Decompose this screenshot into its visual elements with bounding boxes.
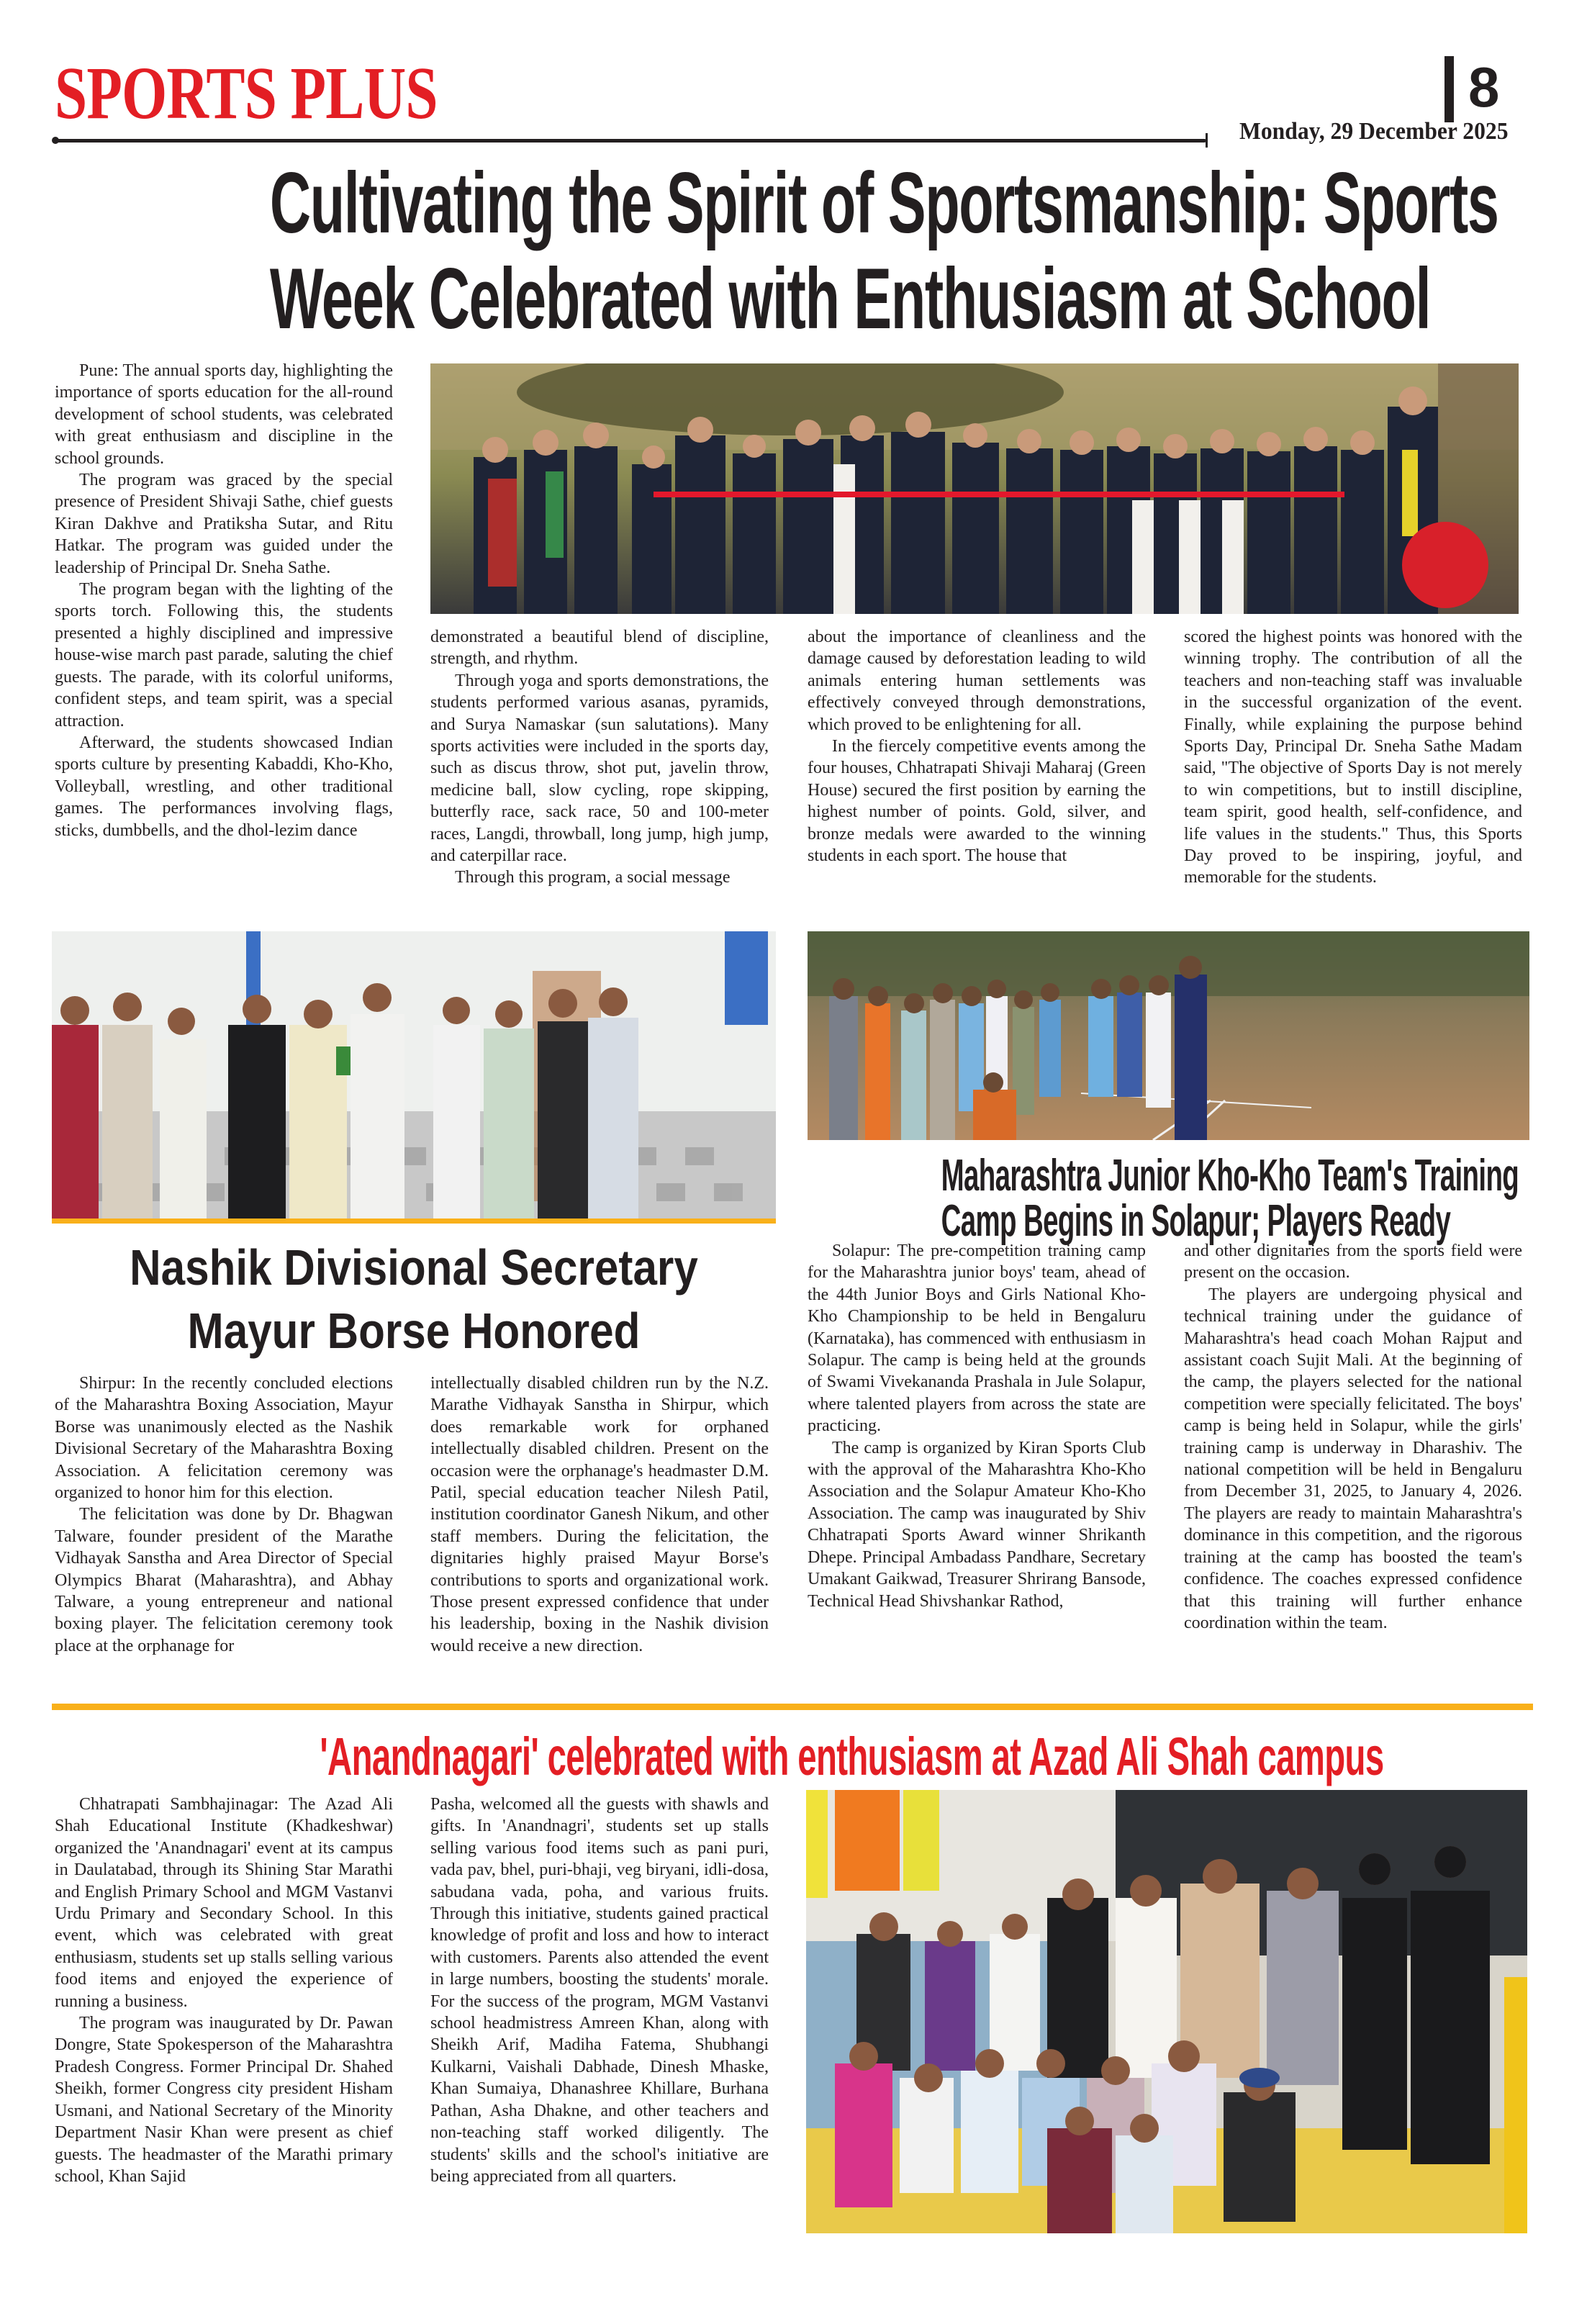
anandnagari-article-column-1 bbox=[55, 1794, 393, 2187]
paragraph: Solapur: The pre-competition training camp for the Maharashtra junior boys' team, ahead of the 44th Junior Boys and Girls National Kho-Kho Championship to be held in Bengaluru (Karnataka), has commenced with enthusiasm in Solapur. The camp is being held at the grounds of Swami Vivekananda Prashala in Jule Solapur, where talented players from across the state are practicing. bbox=[808, 1242, 1146, 1436]
main-article-column-3 bbox=[808, 626, 1146, 867]
paragraph: about the importance of cleanliness and the damage caused by deforestation leading to wild animals entering human settlements was effectively conveyed through demonstrations, which proved to be enlightening for all. bbox=[808, 628, 1146, 734]
paragraph: Pasha, welcomed all the guests with shawls and gifts. In 'Anandnagri', students set up stalls selling various food items such as pani puri, vada pav, bhel, puri-bhaji, veg biryani, idli-dosa, sabudana vada, poha, and various fruits. Through this initiative, students gained practical knowledge of profit and loss and how to interact with customers. Parents also attended the event in large numbers, boosting the students' morale. For the success of the program, MGM Vastanvi school headmistress Amreen Khan, along with Sheikh Arif, Madiha Fatema, Shubhangi Kulkarni, Vaishali Dabhade, Dinesh Mhaske, Khan Sumaiya, Dhanashree Khillare, Burhana Pathan, Asha Dhakne, and other teachers and non-teaching staff worked diligently. The students' skills and the school's initiative are being appreciated from all quarters. bbox=[430, 1795, 769, 2186]
main-headline-line2: Week Celebrated with Enthusiasm at School bbox=[269, 250, 1431, 347]
issue-date: Monday, 29 December 2025 bbox=[1239, 118, 1509, 145]
nashik-headline-line2: Mayur Borse Honored bbox=[187, 1303, 641, 1359]
page-number-bar bbox=[1444, 56, 1454, 122]
paragraph: Afterward, the students showcased Indian sports culture by presenting Kabaddi, Kho-Kho, Volleyball, wrestling, and other traditional games. The performances involving flags, sticks, dumbbells, and the dhol-lezim dance bbox=[55, 733, 393, 840]
anandnagari-headline: 'Anandnagari' celebrated with enthusiasm at Azad Ali Shah campus bbox=[320, 1727, 1384, 1786]
paragraph: The felicitation was done by Dr. Bhagwan Talware, founder president of the Marathe Vidhayak Sanstha and Area Director of Special Olympics Bharat (Maharashtra), and Abhay Talware, a young entrepreneur and national boxing player. The felicitation ceremony took place at the orphanage for bbox=[55, 1505, 393, 1655]
main-article-column-4 bbox=[1184, 626, 1522, 889]
kho-kho-article-column-1 bbox=[808, 1240, 1146, 1612]
paragraph: The players are undergoing physical and technical training under the guidance of Maharashtra's head coach Mohan Rajput and assistant coach Sujit Mali. At the beginning of the camp, the players selected for the national competition were specially felicitated. The boys' camp is being held in Solapur, while the girls' training camp is underway in Dharashiv. The national competition will be held in Bengaluru from December 31, 2025, to January 4, 2026. The players are ready to maintain Maharashtra's dominance in this competition, and the rigorous training at the camp has boosted the team's confidence. The coaches expressed confidence that this training will further enhance coordination within the team. bbox=[1184, 1285, 1522, 1632]
nashik-headline-line1: Nashik Divisional Secretary bbox=[130, 1239, 698, 1296]
paragraph: Through this program, a social message bbox=[455, 868, 731, 887]
paragraph: and other dignitaries from the sports field were present on the occasion. bbox=[1184, 1242, 1522, 1283]
kho-kho-training-photo bbox=[808, 931, 1529, 1140]
sports-day-photo-image bbox=[430, 363, 1519, 614]
felicitation-photo bbox=[52, 931, 776, 1219]
yellow-section-divider bbox=[52, 1704, 1533, 1710]
nashik-article-column-2 bbox=[430, 1373, 769, 1657]
paragraph: Through yoga and sports demonstrations, the students performed various asanas, pyramids, and Surya Namaskar (sun salutations). Many sports activities were included in the sports day, such as discus throw, shot put, javelin throw, medicine ball, slow cycling, rope skipping, butterfly race, sack race, 50 and 100-meter races, Langdi, throwball, long jump, high jump, and caterpillar race. bbox=[430, 671, 769, 866]
paragraph: The program was inaugurated by Dr. Pawan Dongre, State Spokesperson of the Maharashtra Pradesh Congress. Former Principal Dr. Shahed Sheikh, former Congress city president Hisham Usmani, and National Secretary of the Minority Department Nasir Khan were present as chief guests. The headmaster of the Marathi primary school, Khan Sajid bbox=[55, 2014, 393, 2186]
paragraph: The camp is organized by Kiran Sports Club with the approval of the Maharashtra Kho-Kho Association and the Solapur Amateur Kho-Kho Association. The camp was inaugurated by Shiv Chhatrapati Sports Award winner Shrikanth Dhepe. Principal Ambadass Pandhare, Secretary Umakant Gaikwad, Treasurer Shrirang Bansode, Technical Head Shivshankar Rathod, bbox=[808, 1438, 1146, 1611]
paragraph: scored the highest points was honored with the winning trophy. The contribution of all the teachers and non-teaching staff was invaluable in the successful organization of the event. Finally, while explaining the purpose behind Sports Day, Principal Dr. Sneha Sathe Madam said, "The objective of Sports Day is not merely to win competitions, but to instill discipline, team spirit, good health, self-confidence, and life values in the students." Thus, this Sports Day proved to be inspiring, joyful, and memorable for the students. bbox=[1184, 628, 1522, 887]
main-headline-line1: Cultivating the Spirit of Sportsmanship: Sports bbox=[269, 155, 1498, 251]
paragraph: The program began with the lighting of the sports torch. Following this, the students presented a highly disciplined and impressive house-wise march past parade, saluting the chief guests. The parade, with its colorful uniforms, confident steps, and team spirit, was a special attraction. bbox=[55, 580, 393, 731]
kho-kho-headline-line2: Camp Begins in Solapur; Players Ready bbox=[941, 1196, 1451, 1246]
nashik-article-column-1 bbox=[55, 1373, 393, 1657]
page-number: 8 bbox=[1468, 55, 1500, 119]
anandnagari-group-photo bbox=[806, 1790, 1527, 2233]
section-title: SPORTS PLUS bbox=[55, 52, 438, 135]
kho-kho-article-column-2 bbox=[1184, 1240, 1522, 1634]
felicitation-photo-image bbox=[52, 931, 776, 1219]
paragraph: intellectually disabled children run by the N.Z. Marathe Vidhayak Sanstha in Shirpur, which does remarkable work for orphaned intellectually disabled children. Present on the occasion were the orphanage's headmaster D.M. Patil, special education teacher Nilesh Patil, institution coordinator Ganesh Nikum, and other staff members. During the felicitation, the dignitaries highly praised Mayur Borse's contributions to sports and organizational work. Those present expressed confidence that under his leadership, boxing in the Nashik division would receive a new direction. bbox=[430, 1374, 769, 1655]
yellow-divider-rule bbox=[52, 1218, 776, 1224]
masthead-rule bbox=[55, 139, 1206, 143]
main-article-column-2 bbox=[430, 626, 769, 889]
paragraph: demonstrated a beautiful blend of discipline, strength, and rhythm. bbox=[430, 628, 769, 669]
sports-day-photo bbox=[430, 363, 1519, 614]
paragraph: In the fiercely competitive events among the four houses, Chhatrapati Shivaji Maharaj (Green House) secured the first position by earning the highest number of points. Gold, silver, and bronze medals were awarded to the winning students in each sport. The house that bbox=[808, 737, 1146, 866]
kho-kho-training-photo-image bbox=[808, 931, 1529, 1140]
paragraph: Chhatrapati Sambhajinagar: The Azad Ali Shah Educational Institute (Khadkeshwar) organized the 'Anandnagari' event at its campus in Daulatabad, through its Shining Star Marathi and English Primary School and MGM Vastanvi Urdu Primary and Secondary School. In this event, which was celebrated with great enthusiasm, students set up stalls selling various food items and enjoyed the experience of running a business. bbox=[55, 1795, 393, 2011]
anandnagari-article-column-2 bbox=[430, 1794, 769, 2187]
kho-kho-headline-line1: Maharashtra Junior Kho-Kho Team's Training bbox=[941, 1151, 1519, 1201]
main-article-column-1 bbox=[55, 360, 393, 841]
anandnagari-group-photo-image bbox=[806, 1790, 1527, 2233]
paragraph: Pune: The annual sports day, highlighting the importance of sports education for the all-round development of school students, was celebrated with great enthusiasm and discipline in the school grounds. bbox=[55, 361, 393, 468]
paragraph: Shirpur: In the recently concluded elections of the Maharashtra Boxing Association, Mayur Borse was unanimously elected as the Nashik Divisional Secretary of the Maharashtra Boxing Association. A felicitation ceremony was organized to honor him for this election. bbox=[55, 1374, 393, 1503]
paragraph: The program was graced by the special presence of President Shivaji Sathe, chief guests Kiran Dakhve and Pratiksha Sutar, and Ritu Hatkar. The program was guided under the leadership of Principal Dr. Sneha Sathe. bbox=[55, 471, 393, 577]
